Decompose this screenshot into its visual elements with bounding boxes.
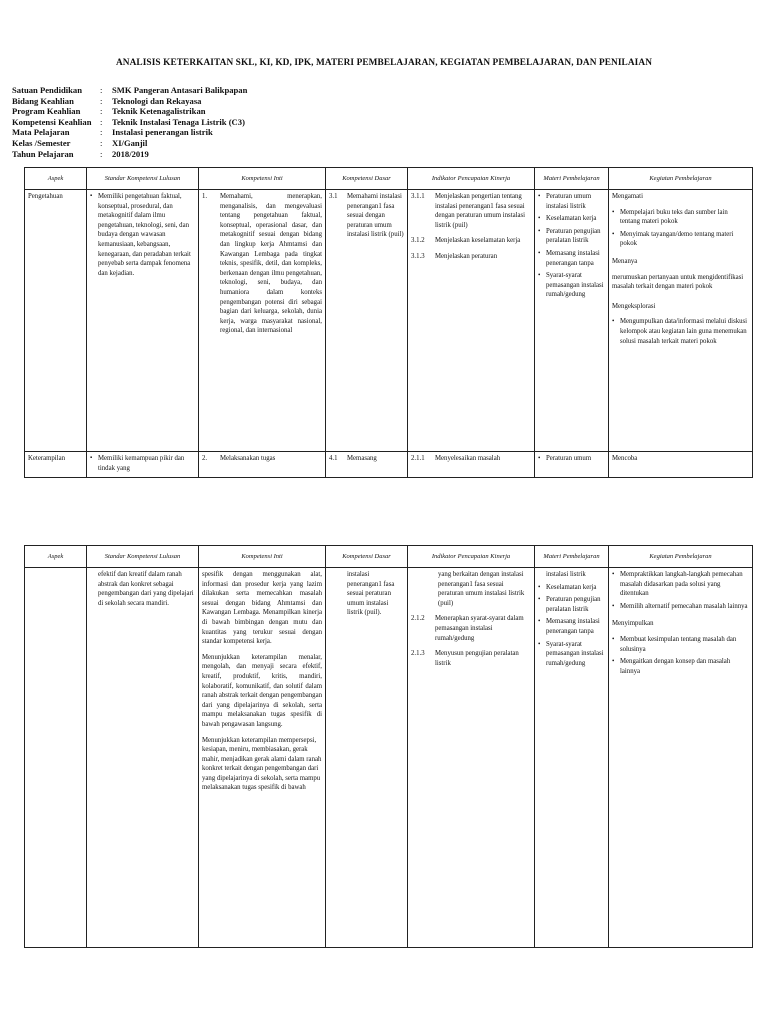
header-ki: Kompetensi Inti bbox=[199, 546, 326, 568]
kegiatan-cell bbox=[609, 452, 753, 478]
meta-value: Teknologi dan Rekayasa bbox=[112, 95, 202, 106]
ki-cell bbox=[199, 190, 326, 452]
kd-number: 3.1 bbox=[329, 193, 338, 200]
ki-number: 1. bbox=[202, 193, 208, 200]
ipk-text: Menjelaskan pengertian tentang instalasi penerangan1 fasa sesuai dengan peraturan umum instalasi listrik (puil) bbox=[435, 193, 526, 229]
ipk-item bbox=[411, 614, 531, 643]
kd-text: instalasi penerangan1 fasa sesuai peraturan umum instalasi listrik (puil). bbox=[347, 571, 395, 617]
ki-cell bbox=[199, 568, 326, 948]
ipk-item bbox=[411, 236, 531, 246]
kegiatan-heading: Mengeksplorasi bbox=[612, 302, 656, 310]
ipk-text: Menyelesaikan masalah bbox=[435, 455, 501, 462]
header-aspek: Aspek bbox=[25, 546, 87, 568]
ipk-item bbox=[411, 192, 531, 230]
materi-item: • Memasang instalasi penerangan tanpa bbox=[538, 249, 605, 268]
kegiatan-heading: Mencoba bbox=[612, 455, 638, 462]
kegiatan-cell bbox=[609, 568, 753, 948]
meta-row: Kompetensi Keahlian : Teknik Instalasi Tenaga Listrik (C3) bbox=[12, 116, 245, 127]
table-row bbox=[25, 568, 753, 948]
ipk-text: Menjelaskan keselamatan kerja bbox=[435, 237, 521, 245]
kd-number: 4.1 bbox=[329, 455, 338, 462]
meta-label: Program Keahlian bbox=[12, 106, 81, 117]
kegiatan-item: • Mengumpulkan data/informasi melalui diskusi kelompok atau kegiatan lain guna menemukan solusi masalah terkait materi pokok bbox=[612, 317, 749, 346]
materi-item: • Keselamatan kerja bbox=[538, 214, 605, 224]
ki-number: 2. bbox=[202, 455, 208, 462]
kd-text: Memasang bbox=[347, 455, 377, 462]
table-row bbox=[25, 190, 753, 452]
header-materi: Materi Pembelajaran bbox=[535, 168, 609, 190]
skl-cell bbox=[87, 190, 199, 452]
ipk-cell bbox=[408, 568, 535, 948]
header-ipk: Indikator Pencapaian Kinerja bbox=[408, 546, 535, 568]
aspek-cell bbox=[25, 568, 87, 948]
ki-text: Menunjukkan keterampilan menalar, mengolah, dan menyaji secara efektif, kreatif, produktif, kritis, mandiri, kolaboratif, komunikatif, dan solutif dalam ranah abstrak terkait dengan pengembangan dari yang dipelajarinya di sekolah, serta mampu melaksanakan tugas spesifik di bawah pengawasan langsung. bbox=[202, 653, 322, 728]
meta-label: Kompetensi Keahlian bbox=[12, 116, 92, 127]
aspek-cell: Pengetahuan bbox=[25, 190, 87, 452]
header-ki: Kompetensi Inti bbox=[199, 168, 326, 190]
header-skl: Standar Kompetensi Lulusan bbox=[87, 546, 199, 568]
meta-row: Tahun Pelajaran : 2018/2019 bbox=[12, 148, 149, 159]
skl-text: ▪ Memiliki pengetahuan faktual, konseptual, prosedural, dan metakognitif dalam ilmu pengetahuan, teknologi, seni, dan budaya dengan wawasan kemanusiaan, kebangsaan, kenegaraan, dan peradaban terkait penyebab serta dampak fenomena dan kejadian. bbox=[90, 192, 195, 278]
kd-cell bbox=[326, 568, 408, 948]
materi-item: • Keselamatan kerja bbox=[538, 583, 605, 593]
ipk-text: Menerapkan syarat-syarat dalam pemasangan instalasi rumah/gedung bbox=[435, 615, 524, 642]
analysis-table-page2 bbox=[24, 545, 753, 948]
kd-text: Memahami instalasi penerangan1 fasa sesuai dengan peraturan umum instalasi listrik (puil) bbox=[347, 193, 404, 239]
materi-item: • Memasang instalasi penerangan tanpa bbox=[538, 617, 605, 636]
ipk-number: 2.1.3 bbox=[411, 650, 425, 658]
materi-cell bbox=[535, 452, 609, 478]
header-materi: Materi Pembelajaran bbox=[535, 546, 609, 568]
ipk-item bbox=[411, 454, 531, 464]
meta-row: Mata Pelajaran : Instalasi penerangan listrik bbox=[12, 127, 213, 138]
kegiatan-heading: Menanya bbox=[612, 257, 638, 265]
ipk-text: Menyusun pengujian peralatan listrik bbox=[435, 650, 519, 667]
kegiatan-item: • Menyimak tayangan/demo tentang materi pokok bbox=[612, 230, 749, 249]
meta-value: Instalasi penerangan listrik bbox=[112, 127, 213, 138]
materi-item: instalasi listrik bbox=[546, 571, 586, 578]
kegiatan-item: • Memilih alternatif pemecahan masalah lainnya bbox=[612, 602, 749, 612]
header-kd: Kompetensi Dasar bbox=[326, 168, 408, 190]
header-aspek: Aspek bbox=[25, 168, 87, 190]
table-header-row bbox=[25, 168, 753, 190]
ipk-number: 3.1.2 bbox=[411, 237, 425, 245]
materi-item: • Peraturan umum bbox=[538, 454, 605, 464]
ipk-number: 3.1.1 bbox=[411, 193, 425, 200]
ipk-text: Menjelaskan peraturan bbox=[435, 252, 498, 260]
header-kd: Kompetensi Dasar bbox=[326, 546, 408, 568]
kegiatan-item: • Mengaitkan dengan konsep dan masalah lainnya bbox=[612, 657, 749, 676]
kegiatan-heading: Menyimpulkan bbox=[612, 620, 654, 628]
skl-text: ▪ Memiliki kemampuan pikir dan tindak yang bbox=[90, 454, 195, 473]
meta-label: Kelas /Semester bbox=[12, 137, 71, 148]
header-kegiatan: Kegiatan Pembelajaran bbox=[609, 168, 753, 190]
meta-row: Kelas /Semester : XI/Ganjil bbox=[12, 137, 148, 148]
materi-cell bbox=[535, 190, 609, 452]
meta-value: SMK Pangeran Antasari Balikpapan bbox=[112, 85, 248, 95]
ipk-number: 2.1.2 bbox=[411, 615, 425, 623]
meta-row: Program Keahlian : Teknik Ketenagalistrikan bbox=[12, 106, 206, 117]
ki-text: Menunjukkan keterampilan mempersepsi, kesiapan, meniru, membiasakan, gerak mahir, menjadikan gerak alami dalam ranah konkret terkait dengan pengembangan dari yang dipelajarinya di sekolah, serta mampu melaksanakan tugas spesifik di bawah bbox=[202, 736, 322, 792]
table-header-row bbox=[25, 546, 753, 568]
meta-row: Bidang Keahlian : Teknologi dan Rekayasa bbox=[12, 95, 202, 106]
ki-text: Memahami, menerapkan, menganalisis, dan mengevaluasi tentang pengetahuan faktual, konseptual, operasional dasar, dan metakognitif sesuai dengan bidang dan lingkup kerja Ahmtamsi dan Kawangan Lembaga pada tingkat teknis, spesifik, detil, dan kompleks, berkenaan dengan ilmu pengetahuan, teknologi, seni, budaya, dan humaniora dalam konteks pengembangan potensi diri sebagai bagian dari keluarga, sekolah, dunia kerja, warga masyarakat nasional, regional, dan internasional bbox=[220, 193, 322, 335]
table-row bbox=[25, 452, 753, 478]
document-title: ANALISIS KETERKAITAN SKL, KI, KD, IPK, MATERI PEMBELAJARAN, KEGIATAN PEMBELAJARAN, DAN PENILAIAN bbox=[115, 58, 653, 68]
meta-label: Satuan Pendidikan bbox=[12, 85, 82, 95]
skl-cell bbox=[87, 452, 199, 478]
meta-value: Teknik Instalasi Tenaga Listrik (C3) bbox=[112, 116, 245, 127]
ki-cell bbox=[199, 452, 326, 478]
materi-item: • Peraturan umum instalasi listrik bbox=[538, 192, 605, 211]
kegiatan-cell bbox=[609, 190, 753, 452]
ipk-cell bbox=[408, 190, 535, 452]
skl-text: efektif dan kreatif dalam ranah abstrak dan konkret sebagai pengembangan dari yang dipelajari di sekolah secara mandiri. bbox=[98, 571, 194, 607]
kegiatan-item: • Mempelajari buku teks dan sumber lain tentang materi pokok bbox=[612, 208, 749, 227]
meta-row: Satuan Pendidikan : SMK Pangeran Antasari Balikpapan bbox=[12, 85, 248, 95]
kd-cell bbox=[326, 452, 408, 478]
ki-text: Melaksanakan tugas bbox=[220, 455, 276, 462]
skl-cell bbox=[87, 568, 199, 948]
ipk-cell bbox=[408, 452, 535, 478]
materi-item: • Syarat-syarat pemasangan instalasi rumah/gedung bbox=[538, 640, 605, 669]
meta-label: Bidang Keahlian bbox=[12, 95, 74, 106]
analysis-table-page1 bbox=[24, 167, 753, 478]
meta-value: Teknik Ketenagalistrikan bbox=[112, 106, 206, 117]
header-ipk: Indikator Pencapaian Kinerja bbox=[408, 168, 535, 190]
kegiatan-heading: Mengamati bbox=[612, 193, 643, 200]
meta-label: Mata Pelajaran bbox=[12, 127, 70, 138]
kd-cell bbox=[326, 190, 408, 452]
meta-value: XI/Ganjil bbox=[112, 137, 148, 148]
ipk-item bbox=[411, 649, 531, 668]
kegiatan-paragraph: merumuskan pertanyaan untuk mengidentifikasi masalah terkait dengan materi pokok bbox=[612, 273, 744, 291]
ipk-text: yang berkaitan dengan instalasi penerangan1 fasa sesuai peraturan umum instalasi listrik (puil) bbox=[438, 571, 525, 607]
ki-text: spesifik dengan menggunakan alat, informasi dan prosedur kerja yang lazim dilakukan serta memecahkan masalah sesuai dengan bidang Ahmtamsi dan Kawangan Lembaga. Menampilkan kinerja di bawah bimbingan dengan mutu dan kuantitas yang terukur sesuai dengan standar kompetensi kerja. bbox=[202, 571, 322, 646]
ipk-number: 3.1.3 bbox=[411, 252, 425, 260]
document-metadata bbox=[12, 85, 247, 159]
materi-item: • Peraturan pengujian peralatan listrik bbox=[538, 227, 605, 246]
ipk-number: 2.1.1 bbox=[411, 455, 425, 462]
materi-item: • Peraturan pengujian peralatan listrik bbox=[538, 595, 605, 614]
meta-label: Tahun Pelajaran bbox=[12, 148, 74, 159]
materi-cell bbox=[535, 568, 609, 948]
aspek-cell: Keterampilan bbox=[25, 452, 87, 478]
meta-value: 2018/2019 bbox=[112, 148, 149, 159]
header-kegiatan: Kegiatan Pembelajaran bbox=[609, 546, 753, 568]
materi-item: • Syarat-syarat pemasangan instalasi rumah/gedung bbox=[538, 271, 605, 300]
ipk-item bbox=[411, 252, 531, 262]
header-skl: Standar Kompetensi Lulusan bbox=[87, 168, 199, 190]
kegiatan-item: • Mempraktikkan langkah-langkah pemecahan masalah didasarkan pada solusi yang ditentukan bbox=[612, 570, 749, 599]
kegiatan-item: • Membuat kesimpulan tentang masalah dan solusinya bbox=[612, 635, 749, 654]
